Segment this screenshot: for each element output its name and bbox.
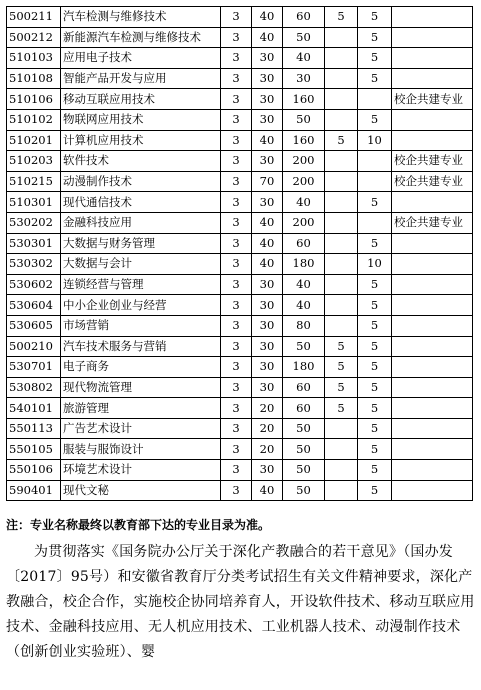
cell-total: 200	[283, 171, 325, 192]
cell-total: 50	[283, 439, 325, 460]
cell-s1	[325, 68, 358, 89]
cell-total: 50	[283, 336, 325, 357]
cell-note	[392, 130, 473, 151]
cell-plan: 30	[252, 48, 283, 69]
cell-plan: 40	[252, 480, 283, 501]
cell-s2	[358, 89, 392, 110]
cell-years: 3	[221, 295, 252, 316]
cell-name: 中小企业创业与经营	[61, 295, 221, 316]
cell-code: 550106	[7, 460, 61, 481]
cell-name: 市场营销	[61, 315, 221, 336]
cell-note	[392, 192, 473, 213]
table-row	[7, 7, 473, 28]
table-row	[7, 480, 473, 501]
cell-s1: 5	[325, 130, 358, 151]
cell-name: 动漫制作技术	[61, 171, 221, 192]
table-row	[7, 398, 473, 419]
table-row	[7, 439, 473, 460]
cell-s1	[325, 48, 358, 69]
cell-years: 3	[221, 480, 252, 501]
cell-code: 530701	[7, 357, 61, 378]
cell-plan: 30	[252, 89, 283, 110]
cell-name: 物联网应用技术	[61, 109, 221, 130]
cell-code: 530202	[7, 212, 61, 233]
cell-code: 510215	[7, 171, 61, 192]
cell-code: 500212	[7, 27, 61, 48]
enrollment-table	[6, 6, 473, 501]
cell-s2: 5	[358, 315, 392, 336]
cell-name: 广告艺术设计	[61, 418, 221, 439]
cell-code: 530302	[7, 254, 61, 275]
cell-total: 50	[283, 109, 325, 130]
cell-plan: 30	[252, 295, 283, 316]
cell-name: 电子商务	[61, 357, 221, 378]
cell-years: 3	[221, 336, 252, 357]
cell-code: 510108	[7, 68, 61, 89]
cell-code: 510301	[7, 192, 61, 213]
cell-s2: 10	[358, 130, 392, 151]
cell-total: 50	[283, 460, 325, 481]
cell-plan: 20	[252, 439, 283, 460]
cell-s1	[325, 192, 358, 213]
cell-plan: 20	[252, 418, 283, 439]
cell-total: 40	[283, 274, 325, 295]
table-row	[7, 48, 473, 69]
cell-code: 540101	[7, 398, 61, 419]
cell-name: 应用电子技术	[61, 48, 221, 69]
cell-s2: 5	[358, 295, 392, 316]
cell-total: 200	[283, 151, 325, 172]
cell-plan: 30	[252, 315, 283, 336]
cell-name: 大数据与财务管理	[61, 233, 221, 254]
cell-note	[392, 233, 473, 254]
table-row	[7, 460, 473, 481]
cell-total: 60	[283, 398, 325, 419]
cell-note	[392, 439, 473, 460]
cell-note	[392, 398, 473, 419]
cell-note	[392, 68, 473, 89]
cell-code: 550105	[7, 439, 61, 460]
cell-s2: 5	[358, 68, 392, 89]
table-row	[7, 357, 473, 378]
cell-years: 3	[221, 418, 252, 439]
table-row	[7, 27, 473, 48]
cell-note: 校企共建专业	[392, 212, 473, 233]
cell-s2: 5	[358, 439, 392, 460]
cell-plan: 40	[252, 7, 283, 28]
table-row	[7, 89, 473, 110]
cell-years: 3	[221, 212, 252, 233]
cell-code: 500211	[7, 7, 61, 28]
cell-plan: 20	[252, 398, 283, 419]
footnote: 注：专业名称最终以教育部下达的专业目录为准。	[6, 518, 271, 532]
cell-plan: 30	[252, 460, 283, 481]
cell-years: 3	[221, 377, 252, 398]
cell-code: 530301	[7, 233, 61, 254]
cell-years: 3	[221, 151, 252, 172]
cell-code: 530802	[7, 377, 61, 398]
cell-name: 旅游管理	[61, 398, 221, 419]
cell-s2: 5	[358, 418, 392, 439]
table-row	[7, 212, 473, 233]
cell-code: 510106	[7, 89, 61, 110]
cell-s1	[325, 274, 358, 295]
cell-name: 大数据与会计	[61, 254, 221, 275]
cell-plan: 70	[252, 171, 283, 192]
cell-name: 连锁经营与管理	[61, 274, 221, 295]
cell-s1	[325, 109, 358, 130]
cell-plan: 40	[252, 254, 283, 275]
table-row	[7, 171, 473, 192]
cell-name: 环境艺术设计	[61, 460, 221, 481]
cell-note	[392, 480, 473, 501]
cell-s1	[325, 439, 358, 460]
cell-name: 服装与服饰设计	[61, 439, 221, 460]
cell-plan: 40	[252, 233, 283, 254]
cell-s1	[325, 212, 358, 233]
cell-code: 510102	[7, 109, 61, 130]
cell-s2: 5	[358, 480, 392, 501]
cell-note	[392, 27, 473, 48]
cell-name: 金融科技应用	[61, 212, 221, 233]
cell-plan: 30	[252, 377, 283, 398]
cell-total: 160	[283, 89, 325, 110]
cell-s2	[358, 151, 392, 172]
table-row	[7, 68, 473, 89]
cell-plan: 30	[252, 68, 283, 89]
cell-name: 汽车检测与维修技术	[61, 7, 221, 28]
cell-s2: 5	[358, 274, 392, 295]
cell-note	[392, 460, 473, 481]
cell-plan: 40	[252, 212, 283, 233]
cell-years: 3	[221, 274, 252, 295]
cell-total: 60	[283, 233, 325, 254]
cell-plan: 40	[252, 27, 283, 48]
table-row	[7, 295, 473, 316]
cell-code: 510103	[7, 48, 61, 69]
cell-years: 3	[221, 254, 252, 275]
cell-s2	[358, 171, 392, 192]
body-paragraph: 为贯彻落实《国务院办公厅关于深化产教融合的若干意见》（国办发〔2017〕95号）和安徽省教育厅分类考试招生有关文件精神要求，深化产教融合，校企合作，实施校企协同培养育人，开设软件技术、移动互联应用技术、金融科技应用、无人机应用技术、工业机器人技术、动漫制作技术（创新创业实验班）、婴	[6, 544, 475, 660]
cell-code: 510203	[7, 151, 61, 172]
cell-s2: 5	[358, 377, 392, 398]
cell-total: 50	[283, 27, 325, 48]
cell-total: 160	[283, 130, 325, 151]
cell-total: 180	[283, 357, 325, 378]
cell-s1	[325, 480, 358, 501]
cell-plan: 30	[252, 109, 283, 130]
table-row	[7, 418, 473, 439]
cell-s2: 5	[358, 109, 392, 130]
cell-code: 530605	[7, 315, 61, 336]
cell-note	[392, 418, 473, 439]
cell-s2: 5	[358, 233, 392, 254]
cell-s1	[325, 171, 358, 192]
cell-name: 现代通信技术	[61, 192, 221, 213]
cell-years: 3	[221, 27, 252, 48]
cell-code: 530604	[7, 295, 61, 316]
cell-years: 3	[221, 171, 252, 192]
cell-s2: 5	[358, 336, 392, 357]
cell-s1	[325, 315, 358, 336]
cell-name: 汽车技术服务与营销	[61, 336, 221, 357]
table-row	[7, 233, 473, 254]
cell-plan: 30	[252, 274, 283, 295]
cell-total: 60	[283, 377, 325, 398]
table-row	[7, 274, 473, 295]
cell-name: 软件技术	[61, 151, 221, 172]
cell-note	[392, 315, 473, 336]
cell-total: 60	[283, 7, 325, 28]
cell-s1: 5	[325, 336, 358, 357]
cell-years: 3	[221, 439, 252, 460]
cell-code: 590401	[7, 480, 61, 501]
cell-s1	[325, 89, 358, 110]
cell-total: 40	[283, 295, 325, 316]
cell-years: 3	[221, 130, 252, 151]
cell-s1	[325, 27, 358, 48]
cell-code: 500210	[7, 336, 61, 357]
table-row	[7, 254, 473, 275]
table-row	[7, 109, 473, 130]
cell-years: 3	[221, 398, 252, 419]
cell-s2: 5	[358, 7, 392, 28]
cell-note	[392, 48, 473, 69]
cell-s1: 5	[325, 357, 358, 378]
cell-note	[392, 254, 473, 275]
cell-name: 智能产品开发与应用	[61, 68, 221, 89]
cell-note: 校企共建专业	[392, 151, 473, 172]
cell-note: 校企共建专业	[392, 171, 473, 192]
cell-s1	[325, 460, 358, 481]
cell-name: 新能源汽车检测与维修技术	[61, 27, 221, 48]
cell-total: 80	[283, 315, 325, 336]
cell-plan: 30	[252, 151, 283, 172]
table-row	[7, 151, 473, 172]
cell-years: 3	[221, 48, 252, 69]
cell-name: 计算机应用技术	[61, 130, 221, 151]
cell-name: 移动互联应用技术	[61, 89, 221, 110]
cell-note	[392, 109, 473, 130]
cell-s1: 5	[325, 398, 358, 419]
cell-plan: 40	[252, 130, 283, 151]
cell-s2	[358, 212, 392, 233]
cell-code: 550113	[7, 418, 61, 439]
cell-s2: 5	[358, 48, 392, 69]
cell-s2: 5	[358, 357, 392, 378]
cell-s1	[325, 295, 358, 316]
cell-s1	[325, 233, 358, 254]
cell-code: 510201	[7, 130, 61, 151]
cell-s1: 5	[325, 377, 358, 398]
cell-total: 200	[283, 212, 325, 233]
cell-s1	[325, 418, 358, 439]
cell-s1	[325, 151, 358, 172]
cell-s2: 5	[358, 27, 392, 48]
cell-note	[392, 7, 473, 28]
cell-s1	[325, 254, 358, 275]
cell-s2: 5	[358, 398, 392, 419]
cell-note: 校企共建专业	[392, 89, 473, 110]
cell-years: 3	[221, 315, 252, 336]
cell-note	[392, 274, 473, 295]
cell-years: 3	[221, 68, 252, 89]
cell-s2: 10	[358, 254, 392, 275]
cell-s2: 5	[358, 192, 392, 213]
cell-s2: 5	[358, 460, 392, 481]
cell-total: 180	[283, 254, 325, 275]
cell-note	[392, 336, 473, 357]
cell-name: 现代文秘	[61, 480, 221, 501]
cell-note	[392, 357, 473, 378]
cell-plan: 30	[252, 192, 283, 213]
cell-total: 30	[283, 68, 325, 89]
cell-years: 3	[221, 109, 252, 130]
cell-s1: 5	[325, 7, 358, 28]
cell-plan: 30	[252, 336, 283, 357]
cell-years: 3	[221, 192, 252, 213]
table-body	[7, 7, 473, 501]
table-row	[7, 130, 473, 151]
table-row	[7, 336, 473, 357]
table-row	[7, 192, 473, 213]
cell-years: 3	[221, 233, 252, 254]
cell-name: 现代物流管理	[61, 377, 221, 398]
cell-years: 3	[221, 89, 252, 110]
cell-code: 530602	[7, 274, 61, 295]
cell-total: 40	[283, 192, 325, 213]
cell-years: 3	[221, 357, 252, 378]
cell-years: 3	[221, 7, 252, 28]
cell-total: 50	[283, 418, 325, 439]
cell-total: 50	[283, 480, 325, 501]
cell-note	[392, 377, 473, 398]
cell-note	[392, 295, 473, 316]
cell-years: 3	[221, 460, 252, 481]
table-row	[7, 315, 473, 336]
table-row	[7, 377, 473, 398]
cell-total: 40	[283, 48, 325, 69]
cell-plan: 30	[252, 357, 283, 378]
